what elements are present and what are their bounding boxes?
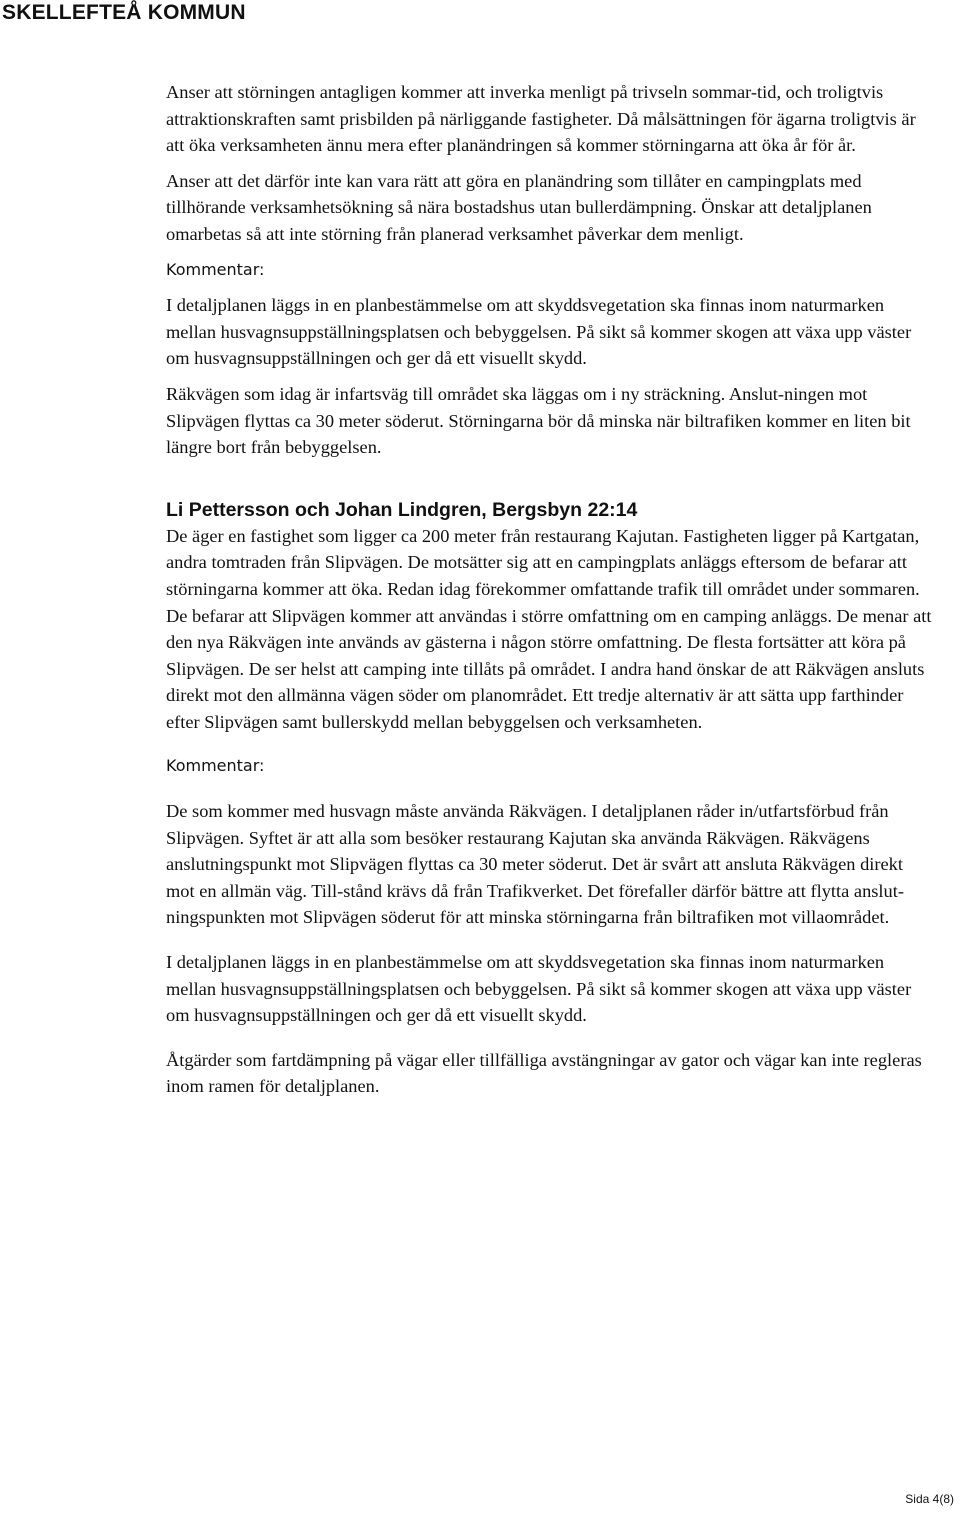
- comment-paragraph: De som kommer med husvagn måste använda Räkvägen. I detaljplanen råder in/utfartsförbud från Slipvägen. Syftet är att alla som besöker restaurang Kajutan ska använda Räkvägen. Räkvägens anslutningspunkt mot Slipvägen flyttas ca 30 meter söderut. Det är svårt att ansluta Räkvägen direkt mot en allmän väg. Till-stånd krävs då från Trafikverket. Det förefaller därför bättre att flytta anslut-ningspunkten mot Slipvägen söderut för att minska störningarna från biltrafiken mot villaområdet.: [166, 801, 904, 928]
- paragraph: De äger en fastighet som ligger ca 200 meter från restaurang Kajutan. Fastigheten ligger på Kartgatan, andra tomtraden från Slipvägen. De motsätter sig att en campingplats anläggs eftersom de befarar att störningarna kommer att öka. Redan idag förekommer omfattande trafik till området under sommaren. De befarar att Slipvägen kommer att användas i större omfattning om en camping anläggs. De menar att den nya Räkvägen inte används av gästerna i någon större omfattning. De flesta fortsätter att köra på Slipvägen. De ser helst att camping inte tillåts på området. I andra hand önskar de att Räkvägen ansluts direkt mot den allmänna vägen söder om planområdet. Ett tredje alternativ är att sätta upp farthinder efter Slipvägen samt bullerskydd mellan bebyggelsen och verksamheten.: [166, 525, 932, 732]
- page-number: Sida 4(8): [905, 1492, 954, 1506]
- paragraph: Anser att störningen antagligen kommer att inverka menligt på trivseln sommar-tid, och troligtvis attraktionskraften samt prisbilden på närliggande fastigheter. Då målsättningen för ägarna troligtvis är att öka verksamheten ännu mera efter planändringen så kommer störningarna att öka år för år.: [166, 82, 916, 156]
- comment-paragraph: Åtgärder som fartdämpning på vägar eller tillfälliga avstängningar av gator och vägar kan inte regleras inom ramen för detaljplanen.: [166, 1049, 922, 1097]
- organization-header: SKELLEFTEÅ KOMMUN: [2, 1, 246, 24]
- document-body: [166, 79, 934, 1100]
- comment-paragraph: Räkvägen som idag är infartsväg till området ska läggas om i ny sträckning. Anslut-ningen mot Slipvägen flyttas ca 30 meter söderut. Störningarna bör då minska när biltrafiken kommer en liten bit längre bort från bebyggelsen.: [166, 383, 911, 458]
- paragraph: Anser att det därför inte kan vara rätt att göra en planändring som tillåter en campingplats med tillhörande verksamhetsökning så nära bostadshus utan bullerdämpning. Önskar att detaljplanen omarbetas så att inte störning från planerad verksamhet påverkar dem menligt.: [166, 170, 872, 244]
- comment-label: Kommentar:: [166, 259, 265, 279]
- section-heading: Li Pettersson och Johan Lindgren, Bergsbyn 22:14: [166, 498, 638, 521]
- comment-paragraph: I detaljplanen läggs in en planbestämmelse om att skyddsvegetation ska finnas inom naturmarken mellan husvagnsuppställningsplatsen och bebyggelsen. På sikt så kommer skogen att växa upp väster om husvagnsuppställningen och ger då ett visuellt skydd.: [166, 295, 912, 369]
- comment-label: Kommentar:: [166, 756, 265, 776]
- comment-paragraph: I detaljplanen läggs in en planbestämmelse om att skyddsvegetation ska finnas inom naturmarken mellan husvagnsuppställningsplatsen och bebyggelsen. På sikt så kommer skogen att växa upp väster om husvagnsuppställningen och ger då ett visuellt skydd.: [166, 952, 912, 1026]
